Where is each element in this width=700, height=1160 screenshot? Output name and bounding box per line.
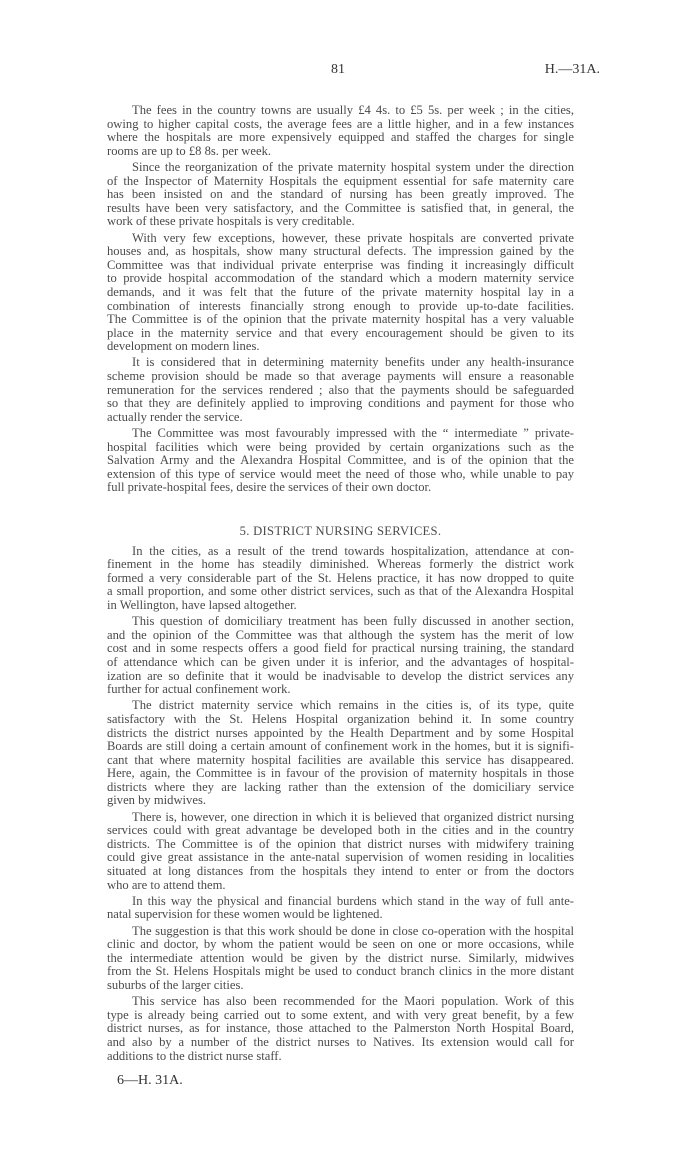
text-line: combination of interests financially strong enough to provide up-to-date facilities. — [107, 298, 574, 313]
text-line: cant that where maternity hospital facilities are available this service has disappeared. — [107, 752, 574, 767]
text-line: The district maternity service which remains in the cities is, of its type, quite — [132, 698, 574, 713]
paragraph — [107, 545, 574, 613]
text-line: of attendance which can be given under it is inferior, and the advantages of hospital- — [107, 654, 574, 669]
text-line: This question of domiciliary treatment has been fully discussed in another section, — [132, 614, 574, 629]
text-line: satisfactory with the St. Helens Hospital organization behind it. In some country — [107, 711, 574, 726]
text-line: finement in the home has steadily diminished. Whereas formerly the district work — [107, 557, 574, 572]
text-line: The Committee is of the opinion that the private maternity hospital has a very valuable — [107, 312, 574, 327]
text-line: has been insisted on and the standard of nursing has been greatly improved. The — [107, 187, 574, 202]
paragraph — [107, 995, 574, 1063]
text-line: districts where they are lacking rather than the extension of the domiciliary service — [107, 779, 574, 794]
text-line: owing to higher capital costs, the average fees are a little higher, and in a few instances — [107, 116, 574, 131]
text-line: districts the district nurses appointed by the Health Department and by some Hospital — [107, 725, 574, 740]
text-line: and the opinion of the Committee was that although the system has the merit of low — [107, 627, 574, 642]
footer-signature: 6—H. 31A. — [117, 1073, 183, 1089]
text-line: Here, again, the Committee is in favour of the provision of maternity hospitals in those — [107, 766, 574, 781]
text-line: further for actual confinement work. — [107, 682, 291, 697]
text-line: development on modern lines. — [107, 339, 260, 354]
text-line: Boards are still doing a certain amount of confinement work in the homes, but it is signifi- — [107, 739, 574, 754]
paragraph — [107, 427, 574, 495]
section-district-nursing — [107, 545, 574, 1064]
text-line: The fees in the country towns are usually £4 4s. to £5 5s. per week ; in the cities, — [132, 103, 574, 117]
paragraph — [107, 699, 574, 808]
text-line: in Wellington, have lapsed altogether. — [107, 597, 297, 612]
paragraph — [107, 615, 574, 697]
text-line: The suggestion is that this work should be done in close co-operation with the hospital — [132, 923, 574, 938]
section-private-hospitals — [107, 104, 574, 495]
text-line: full private-hospital fees, desire the services of their own doctor. — [107, 480, 432, 495]
text-line: natal supervision for these women would be lightened. — [107, 907, 383, 922]
text-line: demands, and it was felt that the future of the private maternity hospital lay in a — [107, 284, 574, 299]
text-line: remuneration for the services rendered ; also that the payments should be safeguarded — [107, 382, 574, 397]
text-line: Committee was that individual private enterprise was finding it increasingly difficult — [107, 257, 574, 272]
page-number: 81 — [331, 62, 345, 77]
text-line: In this way the physical and financial burdens which stand in the way of full ante- — [132, 893, 574, 908]
text-line: given by midwives. — [107, 793, 206, 808]
paragraph — [107, 104, 574, 158]
text-line: work of these private hospitals is very creditable. — [107, 214, 355, 229]
text-line: Salvation Army and the Alexandra Hospital Committee, and is of the opinion that the — [107, 453, 574, 468]
text-line: districts. The Committee is of the opinion that district nurses with midwifery training — [107, 836, 574, 851]
paragraph — [107, 895, 574, 922]
text-line: cost and in some respects offers a good field for practical nursing training, the standard — [107, 641, 574, 656]
section-heading: 5. DISTRICT NURSING SERVICES. — [239, 524, 442, 538]
text-line: and also by a number of the district nurses to Natives. Its extension would call for — [107, 1034, 574, 1049]
text-line: place in the maternity service and that every encouragement should be given to its — [107, 325, 574, 340]
text-line: where the hospitals are more expensively equipped and staffed the charges for single — [107, 130, 574, 145]
text-line: from the St. Helens Hospitals might be used to conduct branch clinics in the more distant — [107, 964, 574, 979]
text-line: rooms are up to £8 8s. per week. — [107, 143, 272, 158]
text-line: results have been very satisfactory, and the Committee is satisfied that, in general, the — [107, 200, 574, 215]
text-line: With very few exceptions, however, these private hospitals are converted private — [132, 230, 574, 245]
text-line: ization are so definite that it would be inadvisable to develop the district services any — [107, 668, 574, 683]
text-line: It is considered that in determining maternity benefits under any health-insurance — [132, 355, 574, 370]
text-line: to provide hospital accommodation of the standard which a modern maternity service — [107, 271, 574, 286]
document-reference: H.—31A. — [544, 62, 600, 77]
text-line: of the Inspector of Maternity Hospitals the equipment essential for safe maternity care — [107, 173, 574, 188]
text-line: suburbs of the larger cities. — [107, 977, 244, 992]
text-line: extension of this type of service would meet the need of those who, while unable to pay — [107, 466, 574, 481]
text-line: In the cities, as a result of the trend towards hospitalization, attendance at con- — [132, 543, 574, 558]
text-line: scheme provision should be made so that average payments will ensure a reasonable — [107, 369, 574, 384]
paragraph — [107, 232, 574, 354]
text-line: situated at long distances from the hospitals they intend to enter or from the doctors — [107, 864, 574, 879]
paragraph — [107, 811, 574, 893]
text-line: The Committee was most favourably impressed with the “ intermediate ” private- — [132, 426, 574, 441]
text-line: district nurses, as for instance, those attached to the Palmerston North Hospital Board, — [107, 1021, 574, 1036]
paragraph — [107, 356, 574, 424]
text-line: the intermediate attention would be given by the district nurse. Similarly, midwives — [107, 950, 574, 965]
text-line: actually render the service. — [107, 409, 243, 424]
document-body — [107, 104, 574, 1089]
text-line: There is, however, one direction in which it is believed that organized district nursing — [132, 809, 574, 824]
text-line: so that they are definitely applied to improving conditions and payment for those who — [107, 396, 574, 411]
text-line: additions to the district nurse staff. — [107, 1048, 282, 1063]
text-line: could give great assistance in the ante-natal supervision of women residing in localities — [107, 850, 574, 865]
text-line: Since the reorganization of the private maternity hospital system under the direction — [132, 159, 574, 174]
text-line: This service has also been recommended for the Maori population. Work of this — [132, 994, 574, 1009]
text-line: formed a very considerable part of the St. Helens practice, it has now dropped to quite — [107, 570, 574, 585]
text-line: a small proportion, and some other district services, such as that of the Alexandra Hospital — [107, 584, 574, 599]
text-line: clinic and doctor, by whom the patient would be seen on one or more occasions, while — [107, 937, 574, 952]
paragraph — [107, 161, 574, 229]
text-line: services could with great advantage be developed both in the cities and in the country — [107, 823, 574, 838]
text-line: who are to attend them. — [107, 877, 226, 892]
text-line: type is already being carried out to some extent, and with very great benefit, by a few — [107, 1007, 574, 1022]
text-line: houses and, as hospitals, show many structural defects. The impression gained by the — [107, 244, 574, 259]
paragraph — [107, 925, 574, 993]
text-line: hospital facilities which were being provided by certain organizations such as the — [107, 439, 574, 454]
